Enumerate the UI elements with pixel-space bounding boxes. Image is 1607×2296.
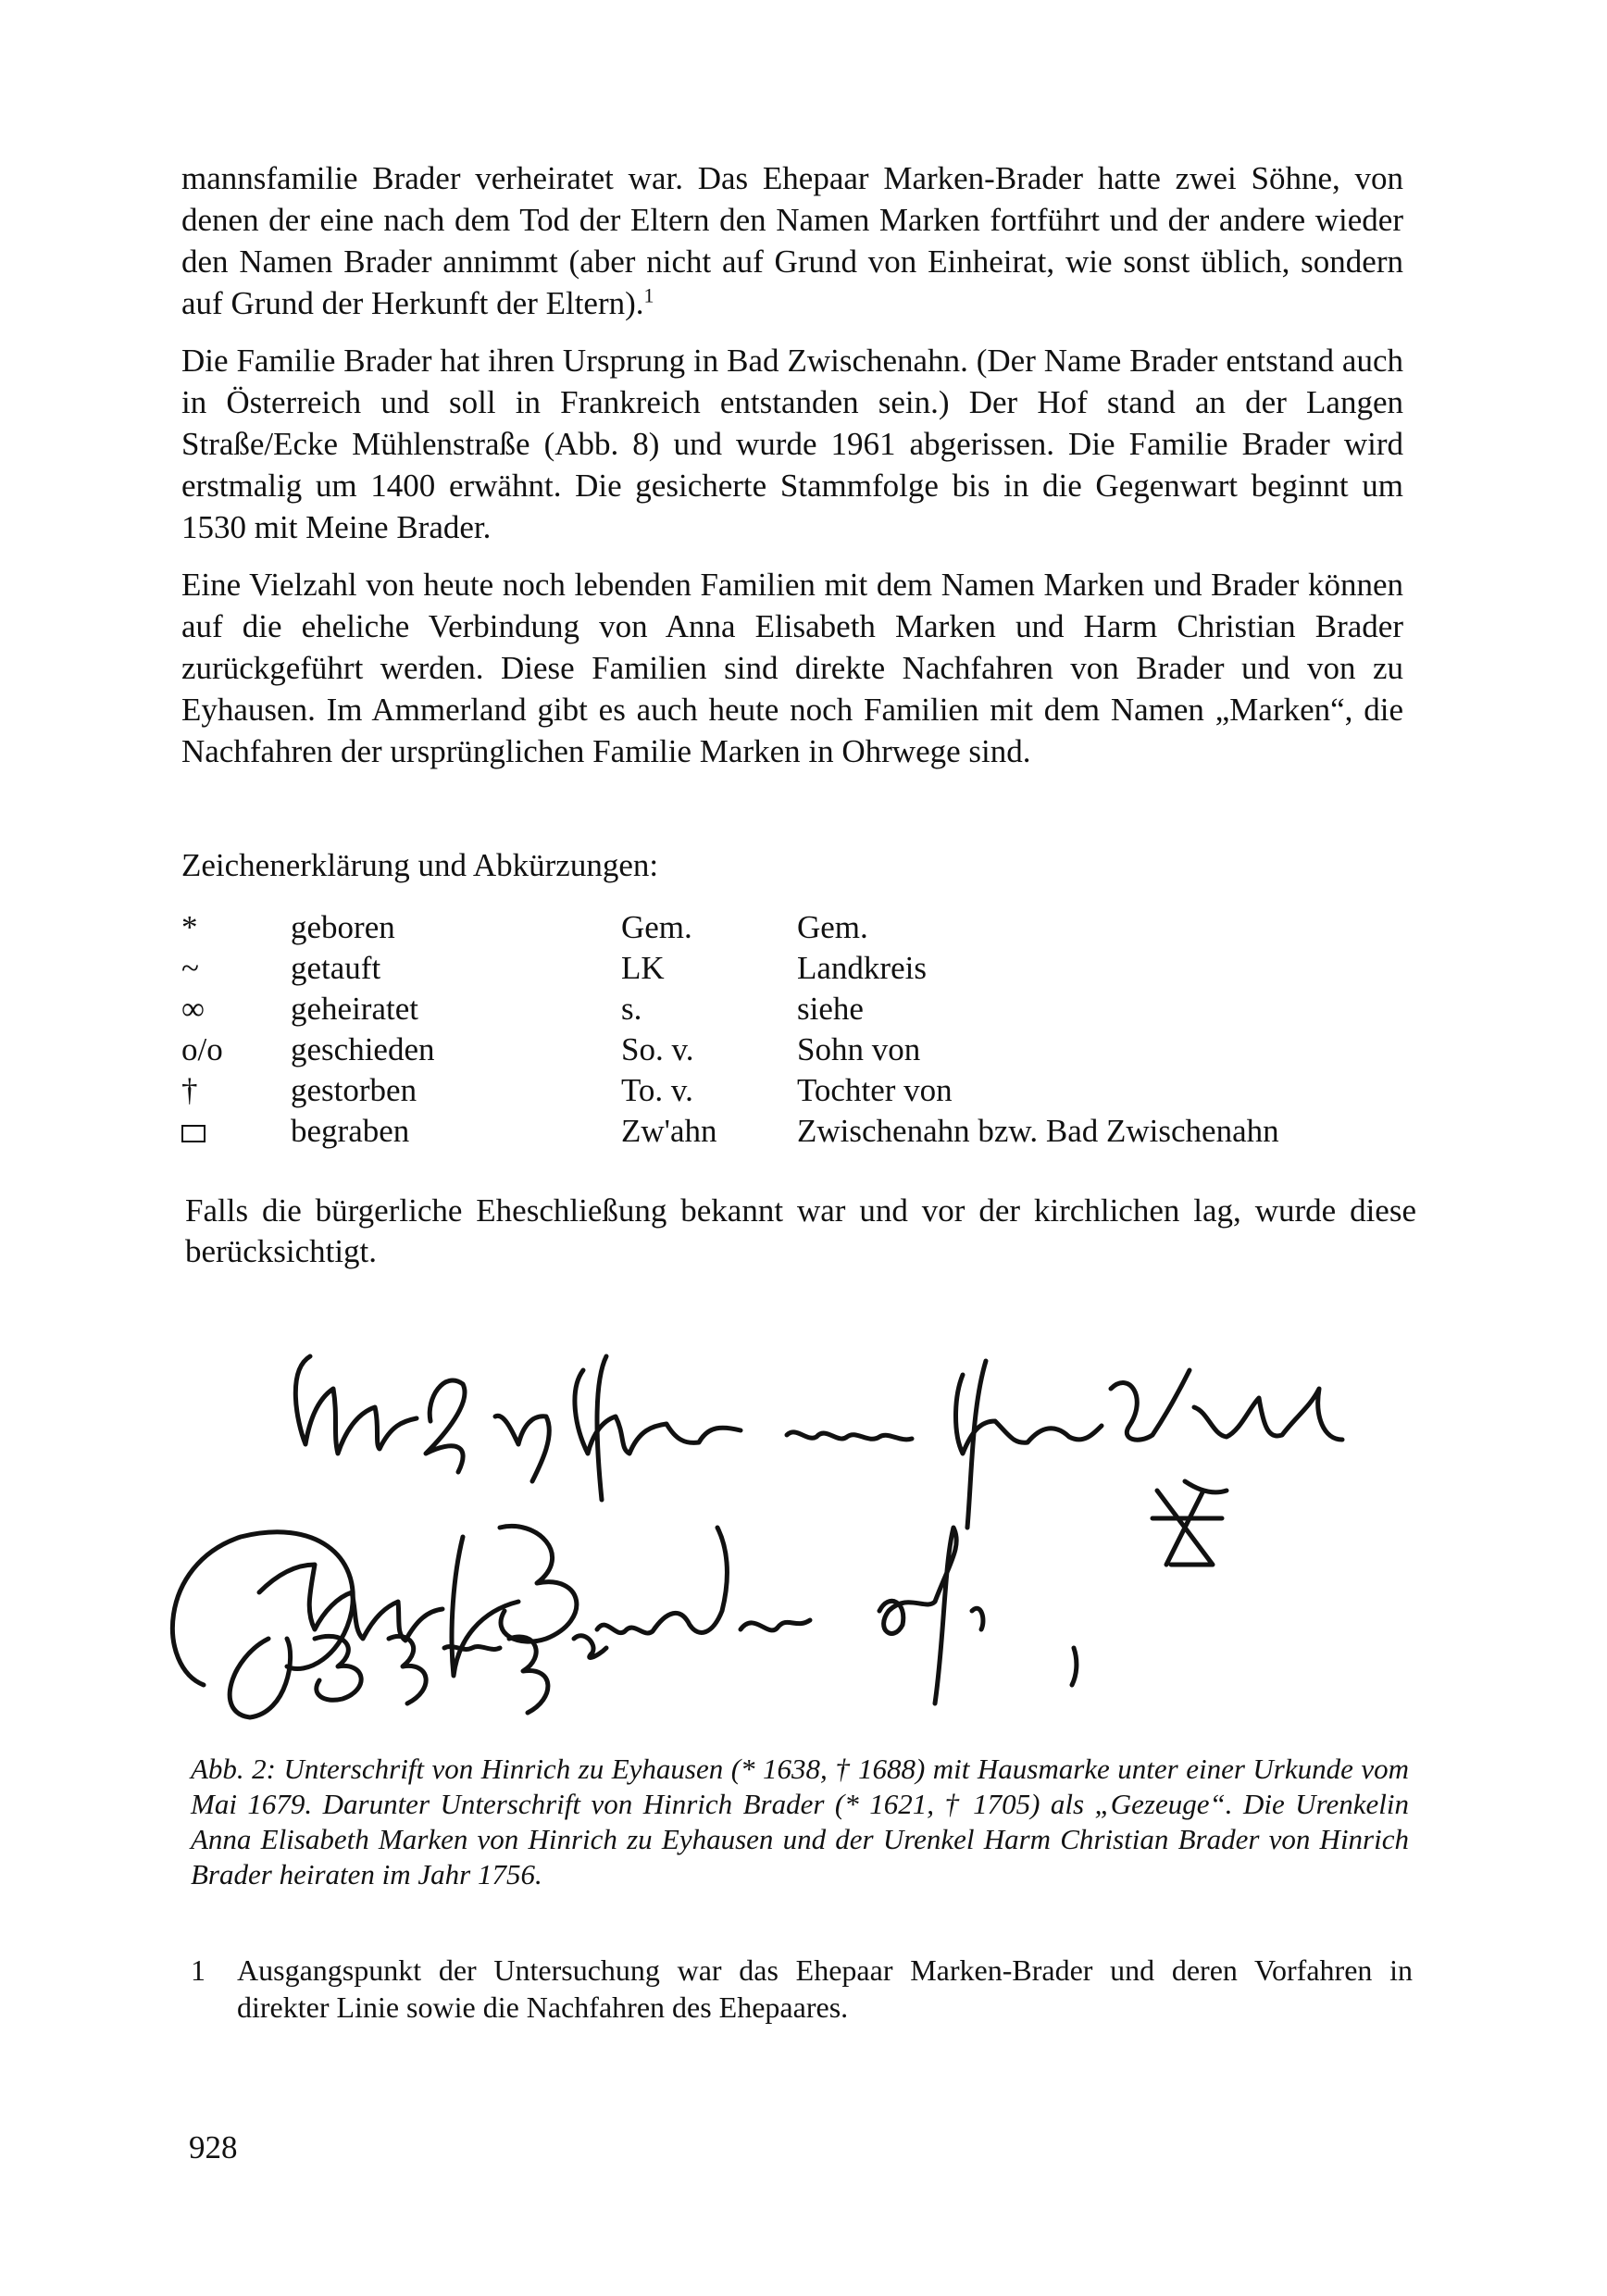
legend-full-form: Zwischenahn bzw. Bad Zwischenahn [797,1113,1279,1149]
figure-caption: Abb. 2: Unterschrift von Hinrich zu Eyhausen (* 1638, † 1688) mit Hausmarke unter einer Urkunde vom Mai 1679. Darunter Unterschrift von Hinrich Brader (* 1621, † 1705) als „Gezeuge“. Die Urenkelin Anna Elisabeth Marken von Hinrich zu Eyhausen und der Urenkel Harm Christian Brader von Hinrich Brader heiraten im Jahr 1756. [191,1753,1409,1890]
legend-meaning: geschieden [291,1031,435,1067]
legend-symbol: * [181,909,198,945]
legend-row [181,1111,1399,1152]
legend-symbol: o/o [181,1031,223,1067]
legend-symbol: † [181,1072,198,1108]
legend-meaning: getauft [291,950,381,986]
paragraph-1 [181,157,1403,324]
footnote-text: Ausgangspunkt der Untersuchung war das Ehepaar Marken-Brader und deren Vorfahren in direkter Linie sowie die Nachfahren des Ehepaares. [237,1953,1413,2024]
legend-table [181,907,1399,1152]
legend-row [181,907,1399,948]
legend-symbol: ∞ [181,991,205,1027]
legend-abbreviation: To. v. [621,1072,693,1108]
legend-full-form: Tochter von [797,1072,953,1108]
legend-meaning: begraben [291,1113,410,1149]
legend-symbol [181,1111,291,1152]
legend-abbreviation: Zw'ahn [621,1113,717,1149]
marriage-note: Falls die bürgerliche Eheschließung bekannt war und vor der kirchlichen lag, wurde diese berücksichtigt. [185,1192,1416,1269]
legend-full-form: Gem. [797,909,868,945]
handwritten-signature-image [148,1333,1463,1722]
body-text [181,157,1403,788]
footnote-number: 1 [191,1953,206,1987]
page-number: 928 [189,2129,238,2165]
legend-symbol: ~ [181,950,199,986]
legend-abbreviation: So. v. [621,1031,694,1067]
legend-meaning: geboren [291,909,395,945]
legend-heading: Zeichenerklärung und Abkürzungen: [181,847,659,883]
legend-meaning: gestorben [291,1072,417,1108]
legend-full-form: Sohn von [797,1031,921,1067]
legend-full-form: siehe [797,991,864,1027]
legend-abbreviation: LK [621,950,665,986]
legend-abbreviation: Gem. [621,909,692,945]
paragraph-2: Die Familie Brader hat ihren Ursprung in Bad Zwischenahn. (Der Name Brader entstand auch in Österreich und soll in Frankreich entstanden sein.) Der Hof stand an der Langen Straße/Ecke Mühlenstraße (Abb. 8) und wurde 1961 abgerissen. Die Familie Brader wird erstmalig um 1400 erwähnt. Die gesicherte Stammfolge bis in die Gegenwart beginnt um 1530 mit Meine Brader. [181,343,1403,545]
legend-meaning: geheiratet [291,991,418,1027]
legend-row [181,1070,1399,1111]
paragraph-1-text: mannsfamilie Brader verheiratet war. Das Ehepaar Marken-Brader hatte zwei Söhne, von denen der eine nach dem Tod der Eltern den Namen Marken fortführt und der andere wieder den Namen Brader annimmt (aber nicht auf Grund von Einheirat, wie sonst üblich, sondern auf Grund der Herkunft der Eltern). [181,160,1403,321]
footnote-reference: 1 [643,283,654,307]
legend-abbreviation: s. [621,991,642,1027]
footnote [191,1952,1413,2026]
paragraph-3: Eine Vielzahl von heute noch lebenden Familien mit dem Namen Marken und Brader können auf die eheliche Verbindung von Anna Elisabeth Marken und Harm Christian Brader zurückgeführt werden. Diese Familien sind direkte Nachfahren von Brader und von zu Eyhausen. Im Ammerland gibt es auch heute noch Familien mit dem Namen „Marken“, die Nachfahren der ursprünglichen Familie Marken in Ohrwege sind. [181,567,1403,769]
legend-row [181,948,1399,989]
grave-box-icon [181,1125,206,1142]
legend-row [181,989,1399,1029]
legend-row [181,1029,1399,1070]
legend-full-form: Landkreis [797,950,927,986]
